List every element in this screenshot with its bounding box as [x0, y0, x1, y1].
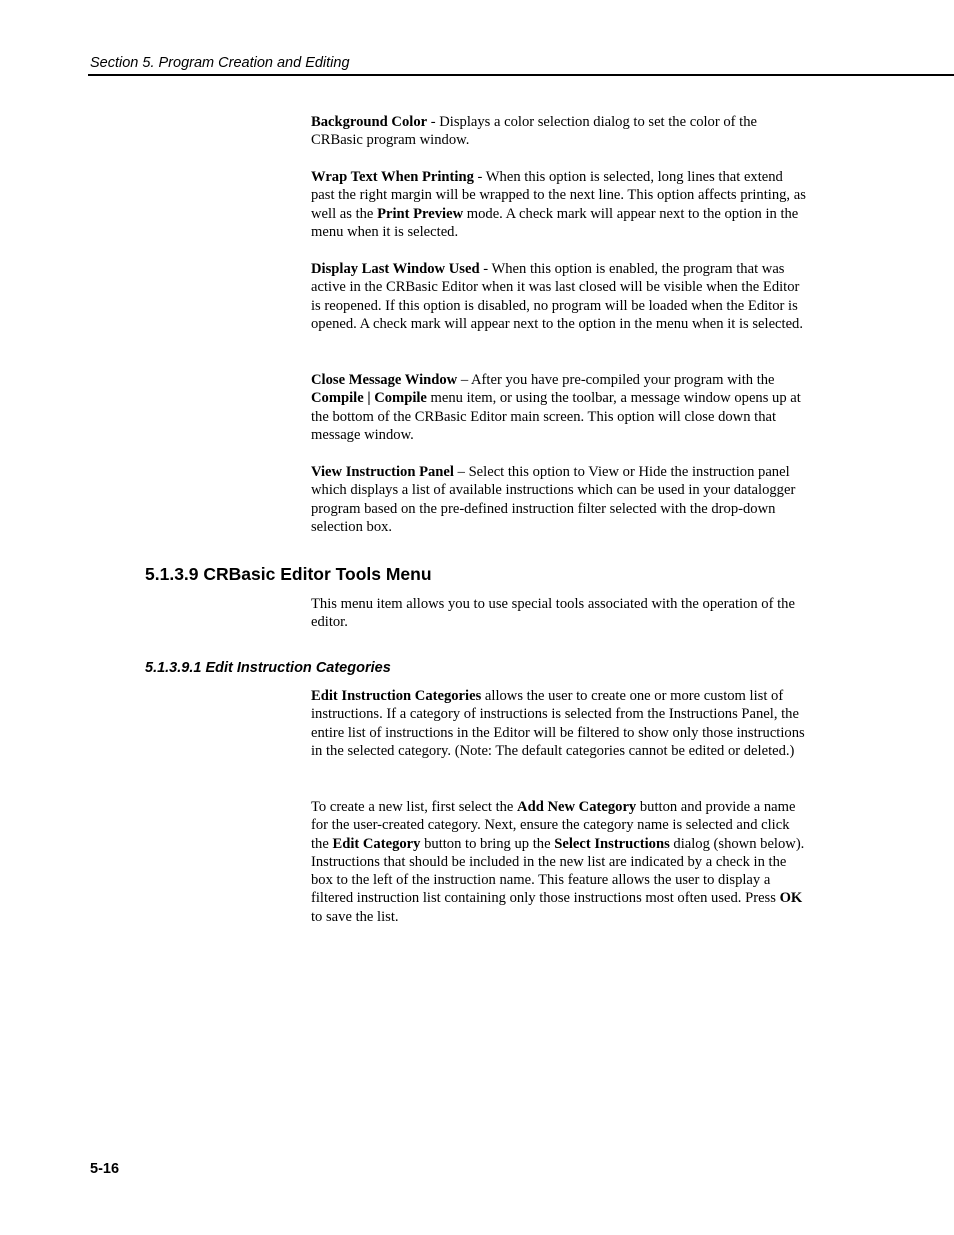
add-new-category-term: Add New Category	[517, 799, 637, 815]
select-instructions-term: Select Instructions	[554, 835, 670, 852]
option-term: Background Color	[311, 114, 428, 130]
paragraph-text: button to bring up the	[420, 835, 555, 852]
option-term: Close Message Window	[311, 372, 458, 388]
option-description: - When this option is enabled, the program that was active in the CRBasic Editor when it was last closed will be visible when the Editor is reopened. If this option is disabled, no program will be loaded when the Editor is opened. A check mark will appear next to the option in the menu when it is selected.	[311, 261, 803, 332]
print-preview-term: Print Preview	[377, 205, 464, 222]
option-term: Display Last Window Used	[311, 261, 480, 277]
header-rule	[88, 74, 954, 76]
option-description: – After you have pre-compiled your program with the	[457, 372, 775, 388]
option-background-color	[311, 113, 809, 150]
subsection-heading-edit-categories: 5.1.3.9.1 Edit Instruction Categories	[145, 660, 391, 676]
option-display-last-window	[311, 260, 809, 333]
option-description: - When this option is selected, long lines that extend past the right margin will be wrapped to the next line. This option affects printing, as well as the	[311, 169, 806, 222]
option-view-instruction-panel	[311, 463, 809, 536]
paragraph-text: dialog (shown below). Instructions that should be included in the new list are indicated by a check in the box to the left of the instruction name. This feature allows the user to display a filtered instruction list containing only those instructions most often used. Press	[311, 835, 805, 907]
tools-intro-text: This menu item allows you to use special tools associated with the operation of the editor.	[311, 596, 795, 631]
paragraph-text: To create a new list, first select the	[311, 799, 518, 815]
option-wrap-text	[311, 168, 809, 241]
edit-categories-description: allows the user to create one or more custom list of instructions. If a category of instructions is selected from the Instructions Panel, the entire list of instructions in the Editor will be filtered to show only those instructions in the selected category. (Note: The default categories cannot be edited or deleted.)	[311, 688, 805, 759]
compile-menu-term: Compile | Compile	[311, 390, 427, 407]
option-term: View Instruction Panel	[311, 464, 454, 480]
paragraph-text: button and provide a name for the user-created category. Next, ensure the category name is selected and click the	[311, 799, 796, 852]
paragraph-text: to save the list.	[311, 908, 399, 925]
edit-categories-term: Edit Instruction Categories	[311, 688, 482, 704]
option-description: - Displays a color selection dialog to set the color of the CRBasic program window.	[311, 114, 758, 149]
option-description-cont: menu item, or using the toolbar, a message window opens up at the bottom of the CRBasic Editor main screen. This option will close down that message window.	[311, 390, 801, 443]
section-heading-tools-menu: 5.1.3.9 CRBasic Editor Tools Menu	[145, 564, 432, 584]
edit-categories-paragraph-2	[311, 798, 809, 926]
ok-term: OK	[779, 890, 803, 907]
option-term: Wrap Text When Printing	[311, 169, 474, 185]
edit-category-term: Edit Category	[332, 835, 421, 852]
option-close-message-window	[311, 371, 809, 444]
page-number: 5-16	[90, 1161, 120, 1177]
running-header: Section 5. Program Creation and Editing	[90, 55, 350, 71]
option-description-cont: mode. A check mark will appear next to the option in the menu when it is selected.	[311, 205, 799, 240]
edit-categories-paragraph-1	[311, 687, 809, 760]
tools-intro-paragraph	[311, 595, 809, 632]
option-description: – Select this option to View or Hide the instruction panel which displays a list of available instructions which can be used in your datalogger program based on the pre-defined instruction filter selected with the drop-down selection box.	[311, 464, 796, 535]
